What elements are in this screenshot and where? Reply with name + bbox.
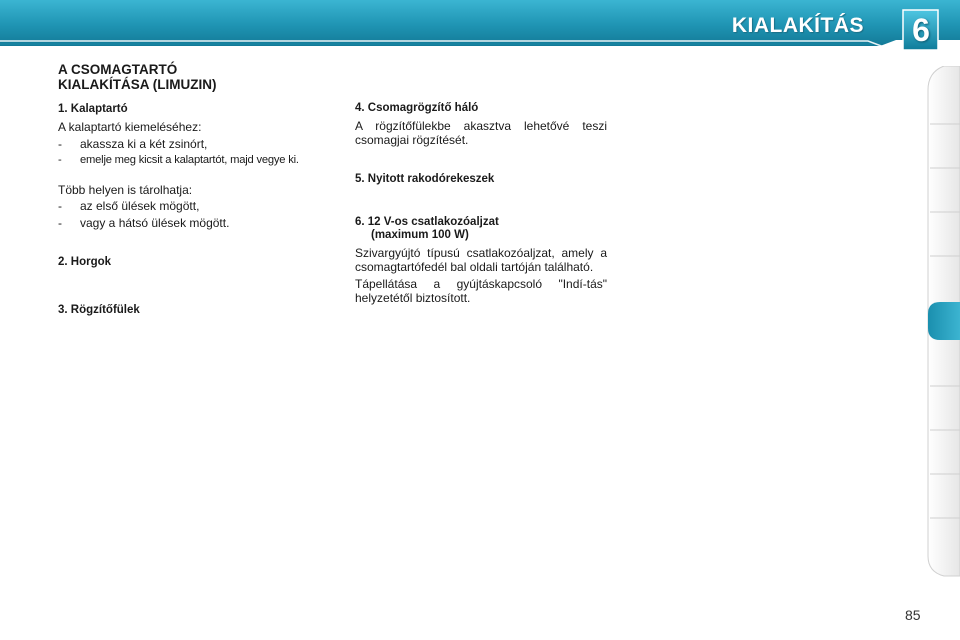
section-4-title: 4. Csomagrögzítő háló xyxy=(355,102,479,114)
right-column xyxy=(355,62,607,305)
list-item: - vagy a hátsó ülések mögött. xyxy=(58,217,313,231)
chapter-title: KIALAKÍTÁS xyxy=(731,14,864,37)
page-title-line1: A CSOMAGTARTÓ xyxy=(58,62,178,77)
list-item: - az első ülések mögött, xyxy=(58,200,313,214)
section-1-storage-intro: Több helyen is tárolhatja: xyxy=(58,182,193,197)
section-4-text: A rögzítőfülekbe akasztva lehetővé teszi csomagjai rögzítését. xyxy=(355,119,607,147)
list-item: - emelje meg kicsit a kalaptartót, majd vegye ki. xyxy=(58,154,313,168)
page-title xyxy=(58,62,313,92)
active-chapter-tab xyxy=(928,302,960,340)
section-6-text-1: Szivargyújtó típusú csatlakozóaljzat, amely a csomagtartófedél bal oldali tartóján található. xyxy=(355,246,607,274)
page-number: 85 xyxy=(905,607,921,623)
section-6-text-2: Tápellátása a gyújtáskapcsoló "Indí-tás" helyzetétől biztosított. xyxy=(355,277,607,305)
list-item: - akassza ki a két zsinórt, xyxy=(58,138,313,152)
section-1-steps xyxy=(58,138,313,168)
section-2-title: 2. Horgok xyxy=(58,256,112,268)
chapter-header xyxy=(0,0,960,52)
chapter-tab-strip xyxy=(926,66,960,576)
section-6-title xyxy=(355,216,607,242)
section-6-title-line2: (maximum 100 W) xyxy=(371,229,469,241)
section-1-title: 1. Kalaptartó xyxy=(58,103,128,115)
section-3-title: 3. Rögzítőfülek xyxy=(58,304,140,316)
section-5-title: 5. Nyitott rakodórekeszek xyxy=(355,173,495,185)
section-1-intro: A kalaptartó kiemeléséhez: xyxy=(58,120,202,134)
left-column xyxy=(58,62,313,322)
section-1-storage-list xyxy=(58,200,313,230)
page-title-line2: KIALAKÍTÁSA (LIMUZIN) xyxy=(58,77,217,92)
section-6-title-line1: 6. 12 V-os csatlakozóaljzat xyxy=(355,216,499,228)
chapter-number-badge: 6 xyxy=(912,12,930,48)
chapter-tabs-graphic xyxy=(926,66,960,578)
